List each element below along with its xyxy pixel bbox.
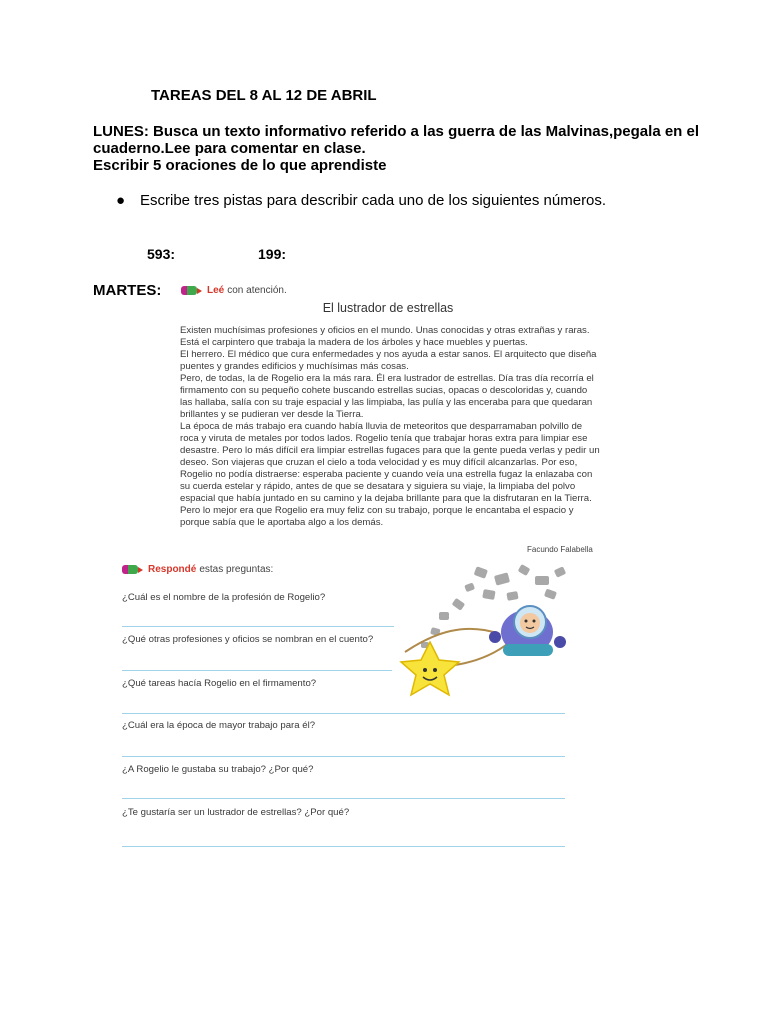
bullet-icon: ● xyxy=(116,192,126,209)
star-polisher-illustration xyxy=(395,562,575,707)
story-paragraph: Pero lo mejor era que Rogelio era muy feliz con su trabajo, porque le encantaba el espacio y porque sabía que le aportaba algo a los demás. xyxy=(180,505,574,528)
question-5: ¿A Rogelio le gustaba su trabajo? ¿Por qué? xyxy=(122,764,314,775)
bullet-text: Escribe tres pistas para describir cada uno de los siguientes números. xyxy=(140,192,607,209)
answer-line-6[interactable] xyxy=(122,846,565,847)
story-title: El lustrador de estrellas xyxy=(322,301,454,315)
story-paragraph: El herrero. El médico que cura enfermedades y nos ayuda a estar sanos. El arquitecto que diseña puentes y grandes edificios y muchísimas más cosas. xyxy=(180,349,597,372)
story-paragraph: Existen muchísimas profesiones y oficios en el mundo. Unas conocidas y otras extrañas y raras. Está el carpintero que trabaja la madera de los árboles y hace muebles y puertas. xyxy=(180,325,590,348)
answer-line-5[interactable] xyxy=(122,798,565,799)
lunes-instruction: LUNES: Busca un texto informativo referido a las guerra de las Malvinas,pegala en el cuaderno.Lee para comentar en clase. xyxy=(93,123,700,157)
question-1: ¿Cuál es el nombre de la profesión de Rogelio? xyxy=(122,592,326,603)
story-paragraph: Pero, de todas, la de Rogelio era la más rara. Él era lustrador de estrellas. Día tras día recorría el firmamento con su pequeño cohete buscando estrellas sucias, opacas o descoloridas y, cuando las hallaba, salía con su traje espacial y las limpiaba, las pulía y las enceraba para que quedaran brillantes y se pudieran ver desde la Tierra. xyxy=(180,373,594,420)
page-title: TAREAS DEL 8 AL 12 DE ABRIL xyxy=(151,87,377,104)
answer-line-1[interactable] xyxy=(122,626,394,627)
read-instruction xyxy=(181,285,287,296)
story-author: Facundo Falabella xyxy=(527,545,593,554)
question-4: ¿Cuál era la época de mayor trabajo para él? xyxy=(122,720,316,731)
numbers-bullet xyxy=(116,192,606,209)
questions-instruction-bold: Respondé xyxy=(148,564,197,575)
questions-instruction-text: estas preguntas: xyxy=(199,564,274,575)
read-instruction-text: con atención. xyxy=(227,285,287,296)
questions-instruction xyxy=(122,564,273,575)
answer-line-3[interactable] xyxy=(122,713,565,714)
question-6: ¿Te gustaría ser un lustrador de estrellas? ¿Por qué? xyxy=(122,807,350,818)
lunes-writing-task: Escribir 5 oraciones de lo que aprendiste xyxy=(93,157,387,174)
story-text xyxy=(180,325,600,529)
answer-line-2[interactable] xyxy=(122,670,392,671)
lunes-task xyxy=(93,123,723,174)
read-instruction-bold: Leé xyxy=(207,285,225,296)
number-593: 593: xyxy=(147,246,176,262)
story-paragraph: La época de más trabajo era cuando había lluvia de meteoritos que desparramaban polvillo de roca y viruta de metales por todos lados. Rogelio tenía que trabajar horas extra para limpiar ese desastre. Pero lo más difícil era limpiar estrellas fugaces para que la gente pueda verlas y pedir un deseo. Son viajeras que cruzan el cielo a toda velocidad y es muy difícil alcanzarlas. Por eso, Rogelio no podía distraerse: esperaba paciente y cuando veía una estrella fugaz la enlazaba con su cuerda estelar y rápido, antes de que se desatara y siguiera su viaje, la limpiaba del polvo espacial que había juntado en su camino y la dejaba brillante para que la disfrutaran en la Tierra. xyxy=(180,421,600,504)
pencil-tag-icon xyxy=(122,565,144,574)
number-199: 199: xyxy=(258,246,287,262)
martes-label: MARTES: xyxy=(93,282,162,299)
pencil-tag-icon xyxy=(181,286,203,295)
question-3: ¿Qué tareas hacía Rogelio en el firmamento? xyxy=(122,678,317,689)
answer-line-4[interactable] xyxy=(122,756,565,757)
question-2: ¿Qué otras profesiones y oficios se nombran en el cuento? xyxy=(122,634,374,645)
